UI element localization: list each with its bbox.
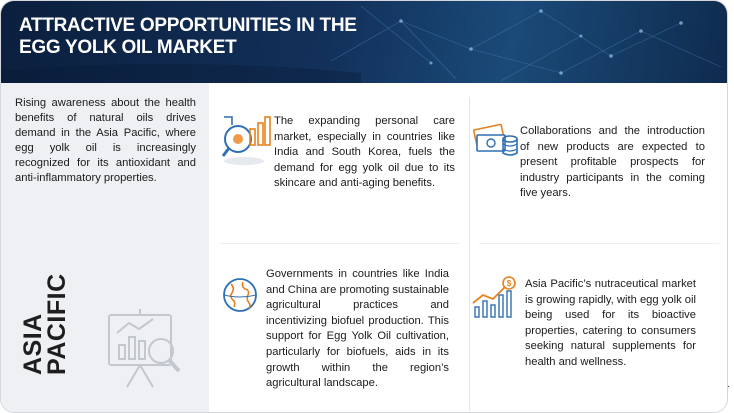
tile-text-government-support: Governments in countries like India and China are promoting sustainable agricultural practices and incentivizing biofuel production. This support for Egg Yolk Oil cultivation, particularly for biofuels, aids in its growth within the region’s agricultural landscape. bbox=[266, 268, 449, 390]
growth-chart-dollar-icon bbox=[471, 275, 519, 319]
page-title bbox=[19, 15, 357, 59]
row-divider-right bbox=[479, 243, 719, 244]
title-line-1: ATTRACTIVE OPPORTUNITIES IN THE bbox=[19, 15, 357, 36]
footer-mark: . bbox=[727, 379, 730, 390]
svg-text:$: $ bbox=[506, 279, 512, 288]
region-label-line-1: ASIA bbox=[19, 313, 47, 375]
tile-text-personal-care: The expanding personal care market, especially in countries like India and South Korea, fuels the demand for egg yolk oil due to its skincare and anti-aging benefits. bbox=[274, 115, 455, 190]
region-label bbox=[21, 273, 69, 375]
globe-icon bbox=[221, 276, 259, 314]
region-description: Rising awareness about the health benefits of natural oils drives demand in the Asia Pacific, where egg yolk oil is increasingly recognized for its antioxidant and anti-inflammatory properties. bbox=[15, 97, 196, 184]
header-banner bbox=[1, 1, 727, 83]
market-analysis-chart-icon bbox=[220, 111, 272, 167]
column-divider bbox=[469, 97, 470, 411]
tile-text-collaborations: Collaborations and the introduction of new products are expected to present profitable prospects for industry participants in the coming five years. bbox=[520, 125, 705, 200]
tile-text-nutraceutical: Asia Pacific’s nutraceutical market is growing rapidly, with egg yolk oil being used for its bioactive properties, catering to consumers seeking natural supplements for health and wellness. bbox=[525, 278, 696, 368]
presentation-board-magnifier-icon bbox=[105, 307, 187, 391]
region-label-line-2: PACIFIC bbox=[43, 273, 71, 375]
region-panel bbox=[1, 83, 209, 412]
title-line-2: EGG YOLK OIL MARKET bbox=[19, 37, 237, 58]
row-divider-left bbox=[219, 243, 459, 244]
money-stack-coins-icon bbox=[473, 117, 519, 161]
